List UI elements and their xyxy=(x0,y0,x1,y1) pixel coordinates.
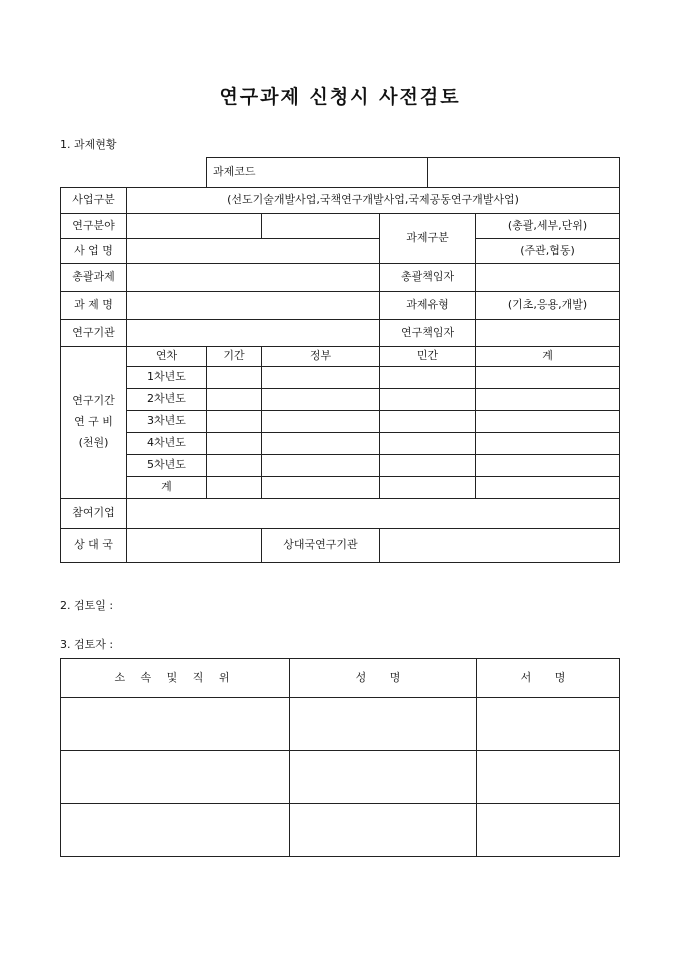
task-class-label: 과제구분 xyxy=(380,214,476,264)
budget-cell[interactable] xyxy=(380,455,476,477)
reviewers-table xyxy=(60,658,620,857)
budget-header-government: 정부 xyxy=(262,347,380,367)
budget-cell[interactable] xyxy=(207,389,262,411)
budget-cell[interactable] xyxy=(380,433,476,455)
business-name-label: 사 업 명 xyxy=(61,239,127,264)
budget-cell[interactable] xyxy=(380,367,476,389)
task-class-option-2: (주관,협동) xyxy=(476,239,620,264)
reviewer-header-signature: 서 명 xyxy=(477,659,620,698)
budget-row-label: 2차년도 xyxy=(127,389,207,411)
budget-cell[interactable] xyxy=(262,367,380,389)
business-type-label: 사업구분 xyxy=(61,188,127,214)
budget-cell[interactable] xyxy=(262,411,380,433)
task-code-label: 과제코드 xyxy=(207,158,428,188)
budget-cell[interactable] xyxy=(476,455,620,477)
reviewer-cell[interactable] xyxy=(61,698,290,751)
budget-cell[interactable] xyxy=(207,455,262,477)
task-name-label: 과 제 명 xyxy=(61,292,127,320)
task-type-options: (기초,응용,개발) xyxy=(476,292,620,320)
period-cost-line-1: 연구기간 xyxy=(72,394,115,408)
budget-cell[interactable] xyxy=(262,433,380,455)
reviewer-cell[interactable] xyxy=(61,751,290,804)
budget-cell[interactable] xyxy=(207,367,262,389)
reviewer-cell[interactable] xyxy=(61,804,290,857)
counterpart-country-label: 상 대 국 xyxy=(61,529,127,563)
participant-value[interactable] xyxy=(127,499,620,529)
institution-label: 연구기관 xyxy=(61,320,127,347)
budget-row-label: 1차년도 xyxy=(127,367,207,389)
general-task-value[interactable] xyxy=(127,264,380,292)
general-task-label: 총괄과제 xyxy=(61,264,127,292)
budget-row-label: 계 xyxy=(127,477,207,499)
reviewer-cell[interactable] xyxy=(290,698,477,751)
task-class-option-1: (총괄,세부,단위) xyxy=(476,214,620,239)
reviewer-cell[interactable] xyxy=(290,751,477,804)
researcher-label: 연구책임자 xyxy=(380,320,476,347)
budget-cell[interactable] xyxy=(380,477,476,499)
reviewer-header-affiliation: 소 속 및 직 위 xyxy=(61,659,290,698)
counterpart-institution-label: 상대국연구기관 xyxy=(262,529,380,563)
budget-row-label: 3차년도 xyxy=(127,411,207,433)
task-type-label: 과제유형 xyxy=(380,292,476,320)
budget-cell[interactable] xyxy=(207,433,262,455)
page-title: 연구과제 신청시 사전검토 xyxy=(219,86,461,108)
budget-row-label: 4차년도 xyxy=(127,433,207,455)
section-task-status: 1. 과제현황 xyxy=(60,138,117,151)
budget-row-label: 5차년도 xyxy=(127,455,207,477)
task-status-table xyxy=(60,157,620,563)
research-field-value-1[interactable] xyxy=(127,214,262,239)
budget-cell[interactable] xyxy=(262,389,380,411)
period-cost-label xyxy=(61,347,127,499)
participant-label: 참여기업 xyxy=(61,499,127,529)
budget-cell[interactable] xyxy=(207,477,262,499)
business-name-value[interactable] xyxy=(127,239,380,264)
budget-cell[interactable] xyxy=(262,477,380,499)
reviewer-cell[interactable] xyxy=(477,698,620,751)
budget-cell[interactable] xyxy=(380,389,476,411)
researcher-value[interactable] xyxy=(476,320,620,347)
counterpart-country-value[interactable] xyxy=(127,529,262,563)
general-manager-value[interactable] xyxy=(476,264,620,292)
budget-header-total: 계 xyxy=(476,347,620,367)
section-reviewers: 3. 검토자 : xyxy=(60,638,114,651)
budget-cell[interactable] xyxy=(476,477,620,499)
reviewer-header-name: 성 명 xyxy=(290,659,477,698)
reviewer-cell[interactable] xyxy=(477,804,620,857)
task-code-value[interactable] xyxy=(428,158,620,188)
budget-header-private: 민간 xyxy=(380,347,476,367)
section-review-date: 2. 검토일 : xyxy=(60,599,114,612)
research-field-label: 연구분야 xyxy=(61,214,127,239)
period-cost-line-2: 연 구 비 xyxy=(74,415,113,429)
budget-cell[interactable] xyxy=(262,455,380,477)
budget-cell[interactable] xyxy=(476,367,620,389)
budget-cell[interactable] xyxy=(476,411,620,433)
institution-value[interactable] xyxy=(127,320,380,347)
general-manager-label: 총괄책임자 xyxy=(380,264,476,292)
budget-cell[interactable] xyxy=(380,411,476,433)
budget-header-year: 연차 xyxy=(127,347,207,367)
research-field-value-2[interactable] xyxy=(262,214,380,239)
budget-cell[interactable] xyxy=(207,411,262,433)
reviewer-cell[interactable] xyxy=(477,751,620,804)
task-name-value[interactable] xyxy=(127,292,380,320)
reviewer-cell[interactable] xyxy=(290,804,477,857)
budget-header-period: 기간 xyxy=(207,347,262,367)
counterpart-institution-value[interactable] xyxy=(380,529,620,563)
budget-cell[interactable] xyxy=(476,433,620,455)
business-type-options: (선도기술개발사업,국책연구개발사업,국제공동연구개발사업) xyxy=(127,188,620,214)
budget-cell[interactable] xyxy=(476,389,620,411)
period-cost-line-3: (천원) xyxy=(78,435,109,449)
